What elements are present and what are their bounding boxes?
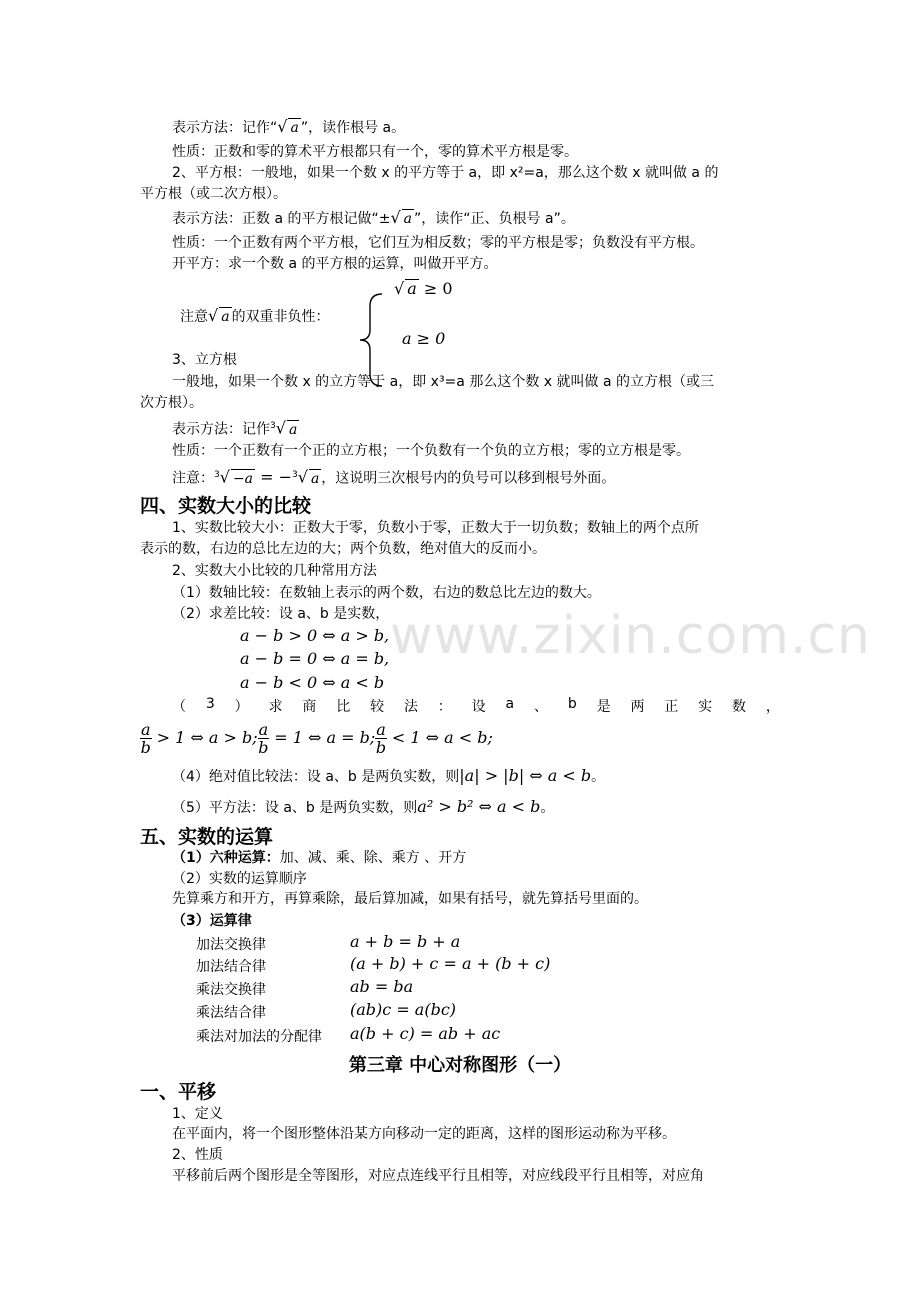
difference-eq-1: a − b > 0 ⇔ a > b, [240,626,390,645]
cube-root-notation: 表示方法：记作$^3$√ a [172,418,298,438]
square-root-def-line: 2、平方根：一般地，如果一个数 x 的平方等于 a，即 x²=a，那么这个数 x 就叫做 a 的 [172,165,719,181]
laws-title: （3）运算律 [172,913,252,929]
law-equation: (ab)c = a(bc) [350,1000,457,1019]
chapter-title: 第三章 中心对称图形（一） [348,1055,572,1076]
brace-condition-bottom: a ≥ 0 [402,329,446,348]
section-heading-operations: 五、实数的运算 [140,826,274,848]
sqrt-property-line: 性质：正数和零的算术平方根都只有一个，零的算术平方根是零。 [172,144,578,160]
method-2: （2）求差比较：设 a、b 是实数， [172,606,390,622]
cube-root-property: 性质：一个正数有一个正的立方根；一个负数有一个负的立方根；零的立方根是零。 [172,443,690,459]
comparison-para-1-cont: 表示的数，右边的总比左边的大；两个负数，绝对值大的反而小。 [140,541,546,557]
square-root-def-cont: 平方根（或二次方根）。 [140,186,287,202]
property-text: 平移前后两个图形是全等图形，对应点连线平行且相等，对应线段平行且相等，对应角 [172,1168,704,1184]
method-4: （4）绝对值比较法：设 a、b 是两负实数，则|a| > |b| ⇔ a < b。 [172,766,606,785]
quotient-eqs: $\frac{a}{b}$ > 1 ⇔ a > b; $\frac{a}{b}$ = 1 ⇔ a = b; $\frac{a}{b}$ < 1 ⇔ a < b; [140,720,493,757]
definition-title: 1、定义 [172,1106,223,1122]
method-1: （1）数轴比较：在数轴上表示的两个数，右边的数总比左边的数大。 [172,585,601,601]
difference-eq-2: a − b = 0 ⇔ a = b, [240,649,390,668]
definition-text: 在平面内，将一个图形整体沿某方向移动一定的距离，这样的图形运动称为平移。 [172,1126,676,1142]
cube-root-title: 3、立方根 [172,352,237,368]
square-root-notation-line: 表示方法：正数 a 的平方根记做“±√ a ”，读作“正、负根号 a”。 [172,208,575,227]
law-name: 乘法交换律 [196,982,266,998]
difference-eq-3: a − b < 0 ⇔ a < b [240,673,385,692]
cube-root-def-cont: 次方根）。 [140,395,203,411]
law-equation: (a + b) + c = a + (b + c) [350,954,551,973]
section-heading-translation: 一、平移 [140,1081,217,1103]
sqrt-notation-line: 表示方法：记作“√ a ”，读作根号 a。 [172,117,406,136]
comparison-para-2: 2、实数大小比较的几种常用方法 [172,563,377,579]
law-name: 加法结合律 [196,959,266,975]
cube-root-note: 注意：$^3$√ −a = −$^3$√ a ，这说明三次根号内的负号可以移到根号外面。 [172,467,616,487]
method-5: （5）平方法：设 a、b 是两负实数，则a² > b² ⇔ a < b。 [172,797,555,816]
property-title: 2、性质 [172,1147,223,1163]
order-text: 先算乘方和开方，再算乘除，最后算加减，如果有括号，就先算括号里面的。 [172,891,648,907]
law-equation: a(b + c) = ab + ac [350,1024,501,1043]
brace-condition-top: √ a ≥ 0 [394,279,453,298]
watermark: www.zixin.com.cn [390,606,871,666]
six-operations: （1）六种运算：加、减、乘、除、乘方 、开方 [172,850,467,866]
double-nonneg-note: 注意√ a 的双重非负性： [180,306,330,325]
law-name: 乘法结合律 [196,1005,266,1021]
sqrt-symbol: a [290,120,299,136]
square-root-property-line: 性质：一个正数有两个平方根，它们互为相反数；零的平方根是零；负数没有平方根。 [172,235,704,251]
comparison-para-1: 1、实数比较大小：正数大于零，负数小于零，正数大于一切负数；数轴上的两个点所 [172,520,699,536]
method-3-spread: （ 3 ） 求 商 比 较 法 ： 设 a 、 b 是 两 正 实 数 ， [172,696,780,715]
cube-root-def-line: 一般地，如果一个数 x 的立方等于 a，即 x³=a 那么这个数 x 就叫做 a 的立方根（或三 [172,374,714,390]
law-equation: ab = ba [350,977,414,996]
law-name: 加法交换律 [196,937,266,953]
order-title: （2）实数的运算顺序 [172,871,307,887]
law-name: 乘法对加法的分配律 [196,1029,322,1045]
extraction-line: 开平方：求一个数 a 的平方根的运算，叫做开平方。 [172,256,498,272]
law-equation: a + b = b + a [350,932,461,951]
section-heading-comparison: 四、实数大小的比较 [140,495,312,517]
